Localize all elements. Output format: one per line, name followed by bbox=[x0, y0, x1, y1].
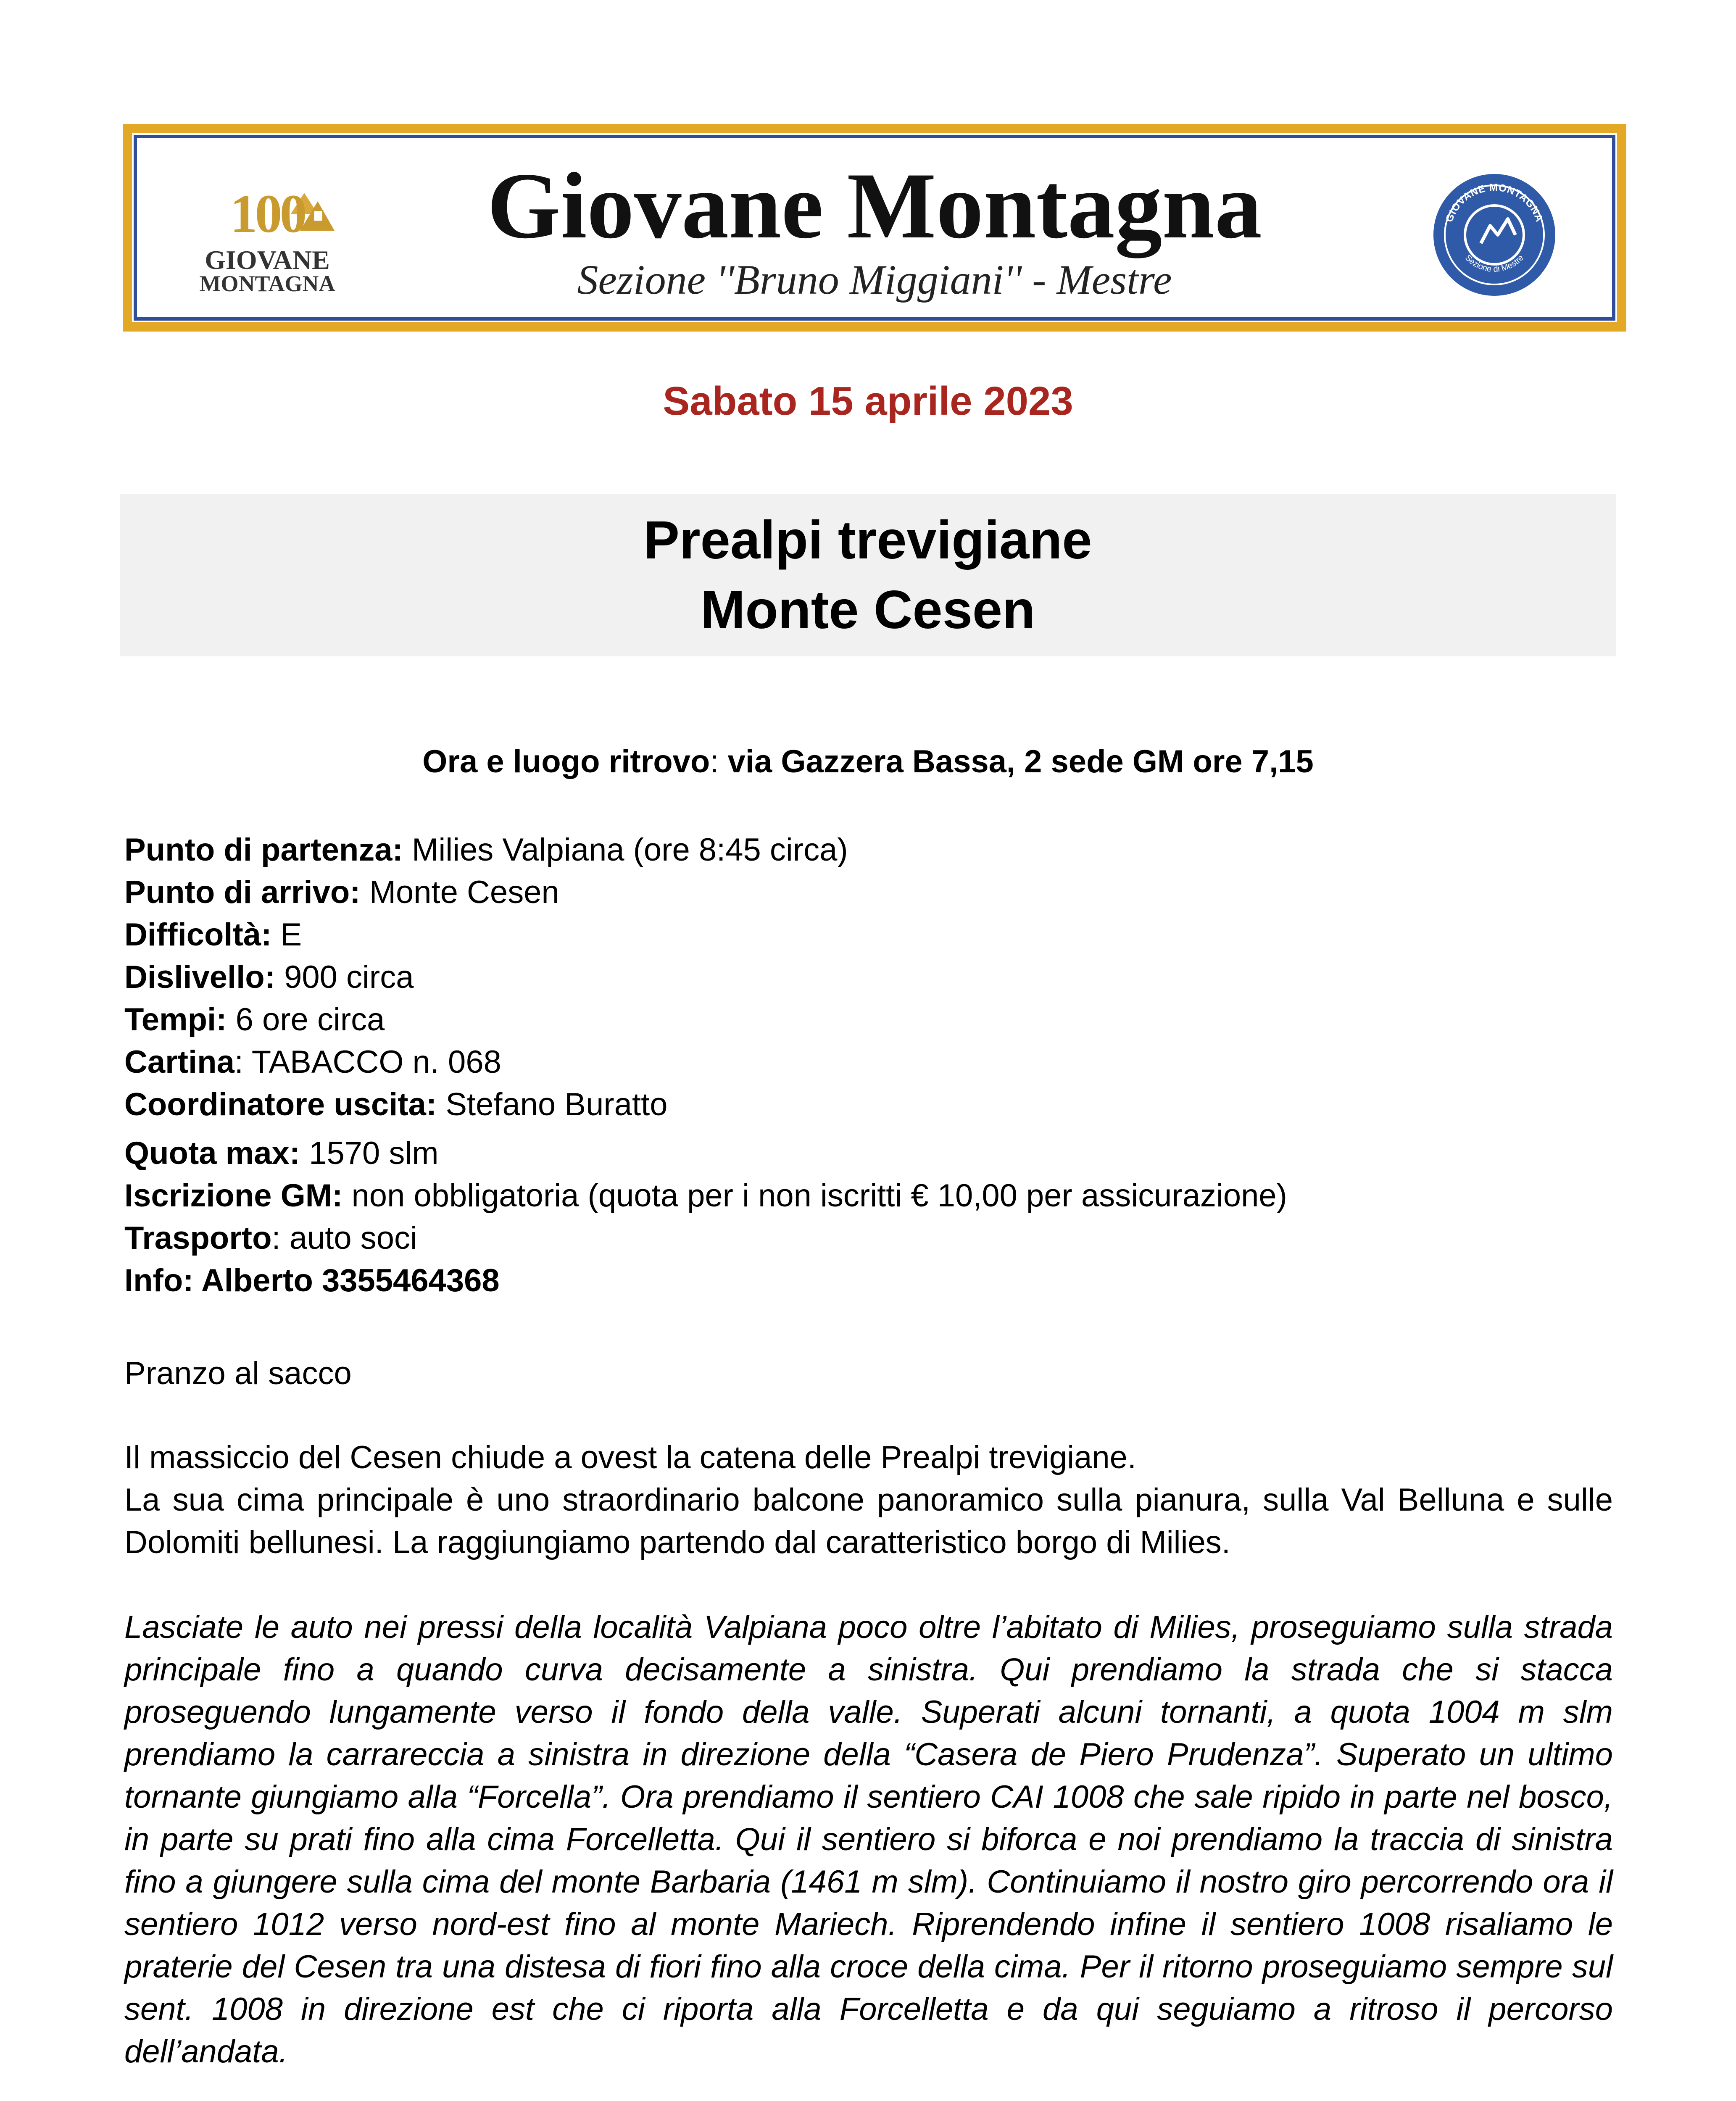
description-line: principale fino a quando curva decisamente a sinistra. Qui prendiamo la strada che si stacca bbox=[124, 1652, 1613, 1688]
description-line: in parte su prati fino alla cima Forcelletta. Qui il sentiero si biforca e noi prendiamo la traccia di sinistra bbox=[124, 1822, 1613, 1857]
logo-text-giovane: GIOVANE bbox=[205, 245, 330, 275]
detail-value: E bbox=[271, 917, 302, 953]
detail-value: Milies Valpiana (ore 8:45 circa) bbox=[403, 832, 848, 868]
detail-difficulty bbox=[124, 916, 302, 954]
detail-label: Cartina bbox=[124, 1044, 234, 1080]
detail-start-point bbox=[124, 831, 848, 869]
detail-value: 6 ore circa bbox=[227, 1002, 385, 1037]
detail-map bbox=[124, 1043, 501, 1081]
title-region: Prealpi trevigiane bbox=[643, 510, 1092, 570]
detail-label: Tempi: bbox=[124, 1002, 227, 1037]
detail-label: Trasporto bbox=[124, 1220, 272, 1256]
centenary-number: 100 bbox=[230, 184, 305, 244]
detail-end-point bbox=[124, 874, 559, 911]
title-mountain: Monte Cesen bbox=[700, 580, 1035, 640]
detail-label: Coordinatore uscita: bbox=[124, 1087, 437, 1122]
intro-paragraph bbox=[124, 1436, 1613, 1564]
detail-value: : TABACCO n. 068 bbox=[234, 1044, 501, 1080]
lunch-note: Pranzo al sacco bbox=[124, 1356, 352, 1391]
description-line: tornante giungiamo alla “Forcella”. Ora prendiamo il sentiero CAI 1008 che sale ripido in parte nel bosco, bbox=[124, 1779, 1613, 1815]
organization-title: Giovane Montagna bbox=[487, 153, 1262, 258]
detail-elevation-gain bbox=[124, 958, 414, 996]
detail-value: non obbligatoria (quota per i non iscritti € 10,00 per assicurazione) bbox=[342, 1178, 1287, 1214]
detail-value: Monte Cesen bbox=[360, 874, 559, 910]
detail-label: Punto di partenza: bbox=[124, 832, 403, 868]
detail-contact bbox=[124, 1262, 500, 1300]
description-line: praterie del Cesen tra una distesa di fiori fino alla croce della cima. Per il ritorno proseguiamo sempre sul bbox=[124, 1949, 1613, 1985]
detail-label: Quota max: bbox=[124, 1135, 300, 1171]
detail-max-altitude bbox=[124, 1135, 439, 1172]
section-subtitle: Sezione ''Bruno Miggiani'' - Mestre bbox=[577, 256, 1172, 303]
intro-line: Il massiccio del Cesen chiude a ovest la catena delle Prealpi trevigiane. bbox=[124, 1440, 1136, 1475]
event-date: Sabato 15 aprile 2023 bbox=[663, 379, 1073, 424]
description-line: Lasciate le auto nei pressi della località Valpiana poco oltre l’abitato di Milies, proseguiamo sulla strada bbox=[124, 1609, 1613, 1645]
intro-line: La sua cima principale è uno straordinario balcone panoramico sulla pianura, sulla Val Belluna e sulle bbox=[124, 1482, 1613, 1518]
description-line: prendiamo la carrareccia a sinistra in direzione della “Casera de Piero Prudenza”. Superato un ultimo bbox=[124, 1737, 1613, 1772]
meeting-separator: : bbox=[710, 744, 728, 779]
description-line: sent. 1008 in direzione est che ci riporta alla Forcelletta e da qui seguiamo a ritroso il percorso bbox=[124, 1991, 1613, 2027]
centenary-logo bbox=[192, 184, 343, 294]
seal-icon bbox=[1431, 172, 1557, 298]
route-description bbox=[124, 1606, 1613, 2073]
intro-line: Dolomiti bellunesi. La raggiungiamo partendo dal caratteristico borgo di Milies. bbox=[124, 1524, 1230, 1560]
detail-value: Stefano Buratto bbox=[437, 1087, 668, 1122]
detail-coordinator bbox=[124, 1086, 667, 1124]
detail-transport bbox=[124, 1219, 417, 1257]
header-banner-inner bbox=[134, 135, 1615, 321]
detail-value: 900 circa bbox=[275, 959, 414, 995]
logo-text-montagna: MONTAGNA bbox=[199, 271, 335, 296]
description-line: fino a giungere sulla cima del monte Barbaria (1461 m slm). Continuiamo il nostro giro percorrendo ora il bbox=[124, 1864, 1613, 1900]
detail-label: Dislivello: bbox=[124, 959, 275, 995]
detail-label: Difficoltà: bbox=[124, 917, 272, 953]
detail-label: Punto di arrivo: bbox=[124, 874, 361, 910]
meeting-info bbox=[0, 743, 1736, 781]
meeting-label: Ora e luogo ritrovo bbox=[422, 744, 710, 779]
header-banner bbox=[123, 124, 1626, 332]
detail-label: Info: Alberto 3355464368 bbox=[124, 1263, 500, 1298]
seal-top-text: GIOVANE MONTAGNA bbox=[1444, 182, 1545, 224]
seal-bottom-text: Sezione di Mestre bbox=[1463, 253, 1526, 274]
section-seal bbox=[1431, 172, 1557, 298]
detail-registration bbox=[124, 1177, 1287, 1215]
detail-label: Iscrizione GM: bbox=[124, 1178, 343, 1214]
detail-value: 1570 slm bbox=[300, 1135, 439, 1171]
detail-value: : auto soci bbox=[271, 1220, 417, 1256]
title-box bbox=[120, 494, 1616, 656]
meeting-value: via Gazzera Bassa, 2 sede GM ore 7,15 bbox=[727, 744, 1314, 779]
detail-duration bbox=[124, 1001, 385, 1039]
description-line: dell’andata. bbox=[124, 2034, 288, 2069]
description-line: sentiero 1012 verso nord-est fino al monte Mariech. Riprendendo infine il sentiero 1008 risaliamo le bbox=[124, 1906, 1613, 1942]
description-line: proseguendo lungamente verso il fondo della valle. Superati alcuni tornanti, a quota 1004 m slm bbox=[124, 1694, 1613, 1730]
